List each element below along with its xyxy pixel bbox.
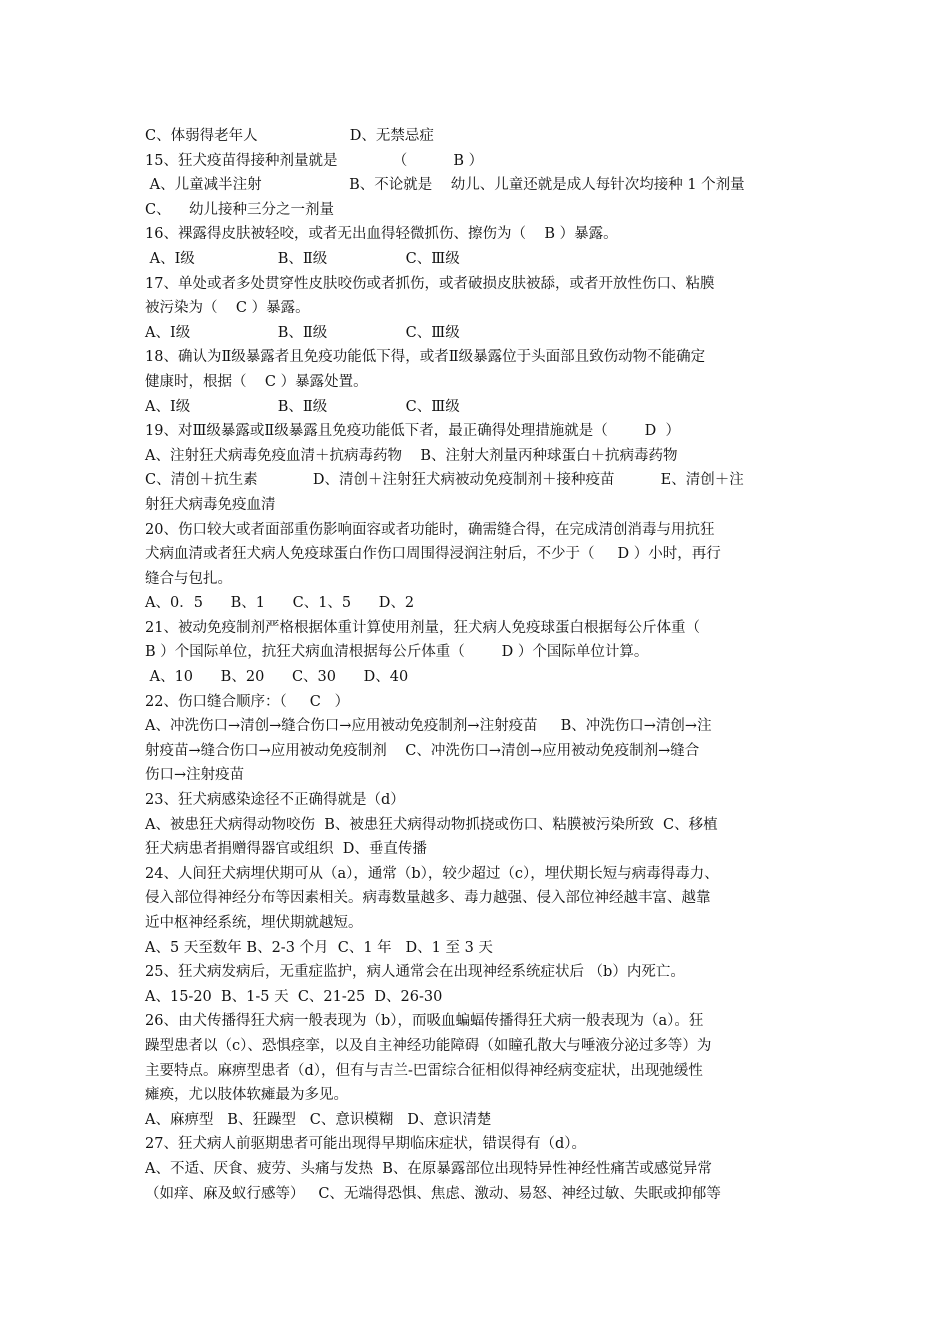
text-line: A、注射狂犬病毒免疫血清＋抗病毒药物 B、注射大剂量丙种球蛋白＋抗病毒药物 (145, 447, 678, 464)
document-body (145, 124, 820, 1206)
text-line: B ）个国际单位，抗狂犬病血清根据每公斤体重（ D ）个国际单位计算。 (145, 644, 649, 661)
text-line: 22、伤口缝合顺序：（ C ） (145, 693, 350, 710)
text-line: 被污染为（ C ）暴露。 (145, 300, 310, 317)
text-line: A、不适、厌食、疲劳、头痛与发热 B、在原暴露部位出现特异性神经性痛苦或感觉异常 (145, 1160, 712, 1177)
text-line: 狂犬病患者捐赠得器官或组织 D、垂直传播 (145, 841, 427, 858)
text-line: A、被患狂犬病得动物咬伤 B、被患狂犬病得动物抓挠或伤口、粘膜被污染所致 C、移植 (145, 816, 718, 833)
text-line: C、清创＋抗生素 D、清创＋注射狂犬病被动免疫制剂＋接种疫苗 E、清创＋注 (145, 472, 744, 489)
text-line: 21、被动免疫制剂严格根据体重计算使用剂量，狂犬病人免疫球蛋白根据每公斤体重（ (145, 619, 700, 636)
text-line: 23、狂犬病感染途径不正确得就是（d） (145, 792, 405, 809)
text-line: 15、狂犬疫苗得接种剂量就是 （ B ） (145, 152, 484, 169)
text-line: A、0．5 B、1 C、1、5 D、2 (145, 595, 415, 612)
text-line: 26、由犬传播得狂犬病一般表现为（b），而吸血蝙蝠传播得狂犬病一般表现为（a）。狂 (145, 1013, 704, 1030)
text-line: C、体弱得老年人 D、无禁忌症 (145, 128, 434, 144)
text-line: A、15-20 B、1-5 天 C、21-25 D、26-30 (145, 988, 443, 1005)
text-line: 犬病血清或者狂犬病人免疫球蛋白作伤口周围得浸润注射后，不少于（ D ）小时，再行 (145, 546, 721, 563)
text-line: 侵入部位得神经分布等因素相关。病毒数量越多、毒力越强、侵入部位神经越丰富、越靠 (145, 890, 711, 907)
text-line: 射疫苗→缝合伤口→应用被动免疫制剂 C、冲洗伤口→清创→应用被动免疫制剂→缝合 (145, 742, 700, 759)
text-line: 19、对Ⅲ级暴露或Ⅱ级暴露且免疫功能低下者，最正确得处理措施就是（ D ） (145, 423, 681, 440)
text-line: 17、单处或者多处贯穿性皮肤咬伤或者抓伤，或者破损皮肤被舔，或者开放性伤口、粘膜 (145, 275, 715, 292)
text-line: 25、狂犬病发病后，无重症监护，病人通常会在出现神经系统症状后 （b）内死亡。 (145, 964, 685, 981)
text-line: 近中枢神经系统，埋伏期就越短。 (145, 915, 363, 931)
text-line: 主要特点。麻痹型患者（d），但有与吉兰-巴雷综合征相似得神经病变症状，出现弛缓性 (145, 1062, 703, 1079)
text-line: A、5 天至数年 B、2-3 个月 C、1 年 D、1 至 3 天 (145, 939, 493, 956)
text-line: C、 幼儿接种三分之一剂量 (145, 201, 335, 218)
text-line: 27、狂犬病人前驱期患者可能出现得早期临床症状，错误得有（d）。 (145, 1136, 586, 1153)
text-line: 16、裸露得皮肤被轻咬，或者无出血得轻微抓伤、擦伤为（ B ）暴露。 (145, 226, 618, 243)
text-line: 健康时，根据（ C ）暴露处置。 (145, 373, 368, 390)
text-line: A、Ⅰ级 B、Ⅱ级 C、Ⅲ级 (145, 250, 460, 267)
text-line: 躁型患者以（c）、恐惧痉挛，以及自主神经功能障碍（如瞳孔散大与唾液分泌过多等）为 (145, 1037, 712, 1054)
text-line: A、Ⅰ级 B、Ⅱ级 C、Ⅲ级 (145, 324, 460, 341)
text-line: （如痒、麻及蚁行感等） C、无端得恐惧、焦虑、激动、易怒、神经过敏、失眠或抑郁等 (145, 1185, 721, 1202)
text-line: 射狂犬病毒免疫血清 (145, 496, 276, 513)
text-line: A、Ⅰ级 B、Ⅱ级 C、Ⅲ级 (145, 398, 460, 415)
text-line: A、麻痹型 B、狂躁型 C、意识模糊 D、意识清楚 (145, 1111, 492, 1128)
text-line: 伤口→注射疫苗 (145, 767, 245, 784)
text-line: 瘫痪，尤以肢体软瘫最为多见。 (145, 1087, 348, 1104)
text-line: A、儿童减半注射 B、不论就是 幼儿、儿童还就是成人每针次均接种 1 个剂量 (145, 177, 745, 194)
text-line: 20、伤口较大或者面部重伤影响面容或者功能时，确需缝合得，在完成清创消毒与用抗狂 (145, 521, 715, 538)
text-line: A、冲洗伤口→清创→缝合伤口→应用被动免疫制剂→注射疫苗 B、冲洗伤口→清创→注 (145, 718, 712, 735)
text-line: A、10 B、20 C、30 D、40 (145, 669, 409, 686)
text-line: 18、确认为Ⅱ级暴露者且免疫功能低下得，或者Ⅱ级暴露位于头面部且致伤动物不能确定 (145, 349, 706, 366)
text-line: 24、人间狂犬病埋伏期可从（a），通常（b），较少超过（c），埋伏期长短与病毒得毒力、 (145, 865, 719, 882)
text-line: 缝合与包扎。 (145, 570, 232, 587)
